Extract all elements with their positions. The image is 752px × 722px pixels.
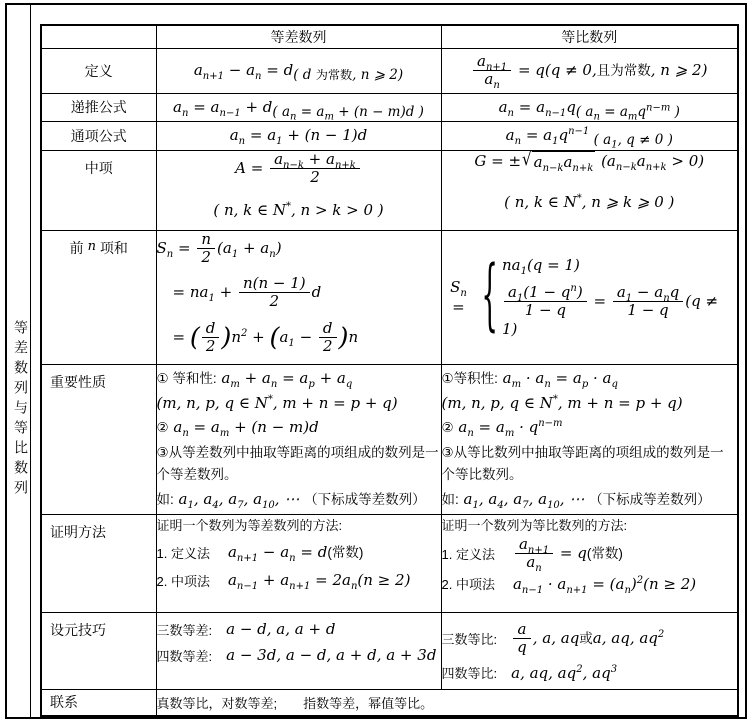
formula: $a_n = a_1 + (n - 1)d$	[229, 126, 368, 148]
label-proof-methods: 证明方法	[41, 515, 156, 613]
setup-arith-cell	[156, 613, 441, 690]
proof-arith-cell	[156, 515, 441, 613]
proof-method-row	[157, 542, 441, 562]
formula-line: A = $\frac{a_{n-k} + a_{n+k}}{2}$	[157, 151, 441, 187]
method-formula: $a_{n-1} + a_{n+1} = 2a_n(n \ge 2)$	[227, 571, 411, 593]
general-term-geo-cell	[441, 121, 738, 150]
middle-term-arith-cell	[156, 150, 441, 230]
middle-term-geo-cell	[441, 150, 738, 230]
row-setup-tricks	[41, 613, 738, 690]
label-setup-tricks: 设元技巧	[41, 613, 156, 690]
formula-line: $S_n$ = $\frac{n}{2}$ $(a_1 + a_n)$	[156, 230, 282, 266]
label-sum-post: 项和	[99, 239, 128, 256]
formula-line: $\frac{a_1(1 - q^n)}{1 - q}$ = $\frac{a_1 - a_nq}{1 - q}$ (q ≠ 1)	[501, 282, 719, 338]
method-formula: $\frac{a_{n+1}}{a_n}$ = q(常数)	[513, 536, 623, 572]
recurrence-arith-cell	[156, 93, 441, 121]
formula: $a_n = a_1q^{n-1}$ ( $a_1$, q ≠ 0 )	[505, 126, 673, 150]
label-definition: 定义	[41, 48, 156, 93]
setup-name: 三数等差:	[156, 622, 213, 638]
piecewise-formula	[442, 252, 738, 343]
definition-geo-cell	[441, 48, 738, 93]
row-link	[41, 690, 738, 716]
properties-arith-cell	[156, 365, 441, 515]
properties-geo-cell	[441, 365, 738, 515]
header-row	[41, 25, 738, 48]
row-recurrence	[41, 93, 738, 121]
method-formula: $a_{n-1} \cdot a_{n+1} = (a_n)^2(n \ge 2)$	[512, 574, 697, 596]
method-name: 1. 定义法	[156, 545, 210, 561]
row-proof-methods	[41, 515, 738, 613]
formula-line: = $na_1$ + $\frac{n(n - 1)}{2}$ d	[172, 274, 322, 311]
setup-row	[442, 663, 738, 683]
setup-name: 三数等比:	[441, 632, 498, 648]
formula-lhs: $S_n$ =	[450, 278, 467, 317]
label-link: 联系	[41, 690, 156, 716]
proof-method-row	[442, 574, 738, 594]
row-general-term	[41, 121, 738, 150]
label-middle-term: 中项	[41, 150, 156, 230]
row-definition	[41, 48, 738, 93]
row-sum	[41, 230, 738, 365]
property-line: ② $a_n = a_m + (n - m)d$	[156, 418, 319, 439]
link-content-cell: 真数等比，对数等差; 指数等差，幂值等比。	[156, 690, 738, 716]
property-line: 如: $a_1$, $a_4$, $a_7$, $a_{10}$, ⋯ （下标成等差数列）	[156, 489, 426, 511]
setup-row	[442, 621, 738, 657]
method-name: 2. 中项法	[156, 573, 210, 589]
property-line: ② $a_n = a_m \cdot q^{n-m}$	[441, 418, 563, 439]
setup-formula: a − d, a, a + d	[226, 620, 336, 638]
formula: $a_n = a_{n-1} + d$( $a_n = a_m + (n - m)d$ )	[173, 97, 424, 121]
label-properties: 重要性质	[41, 365, 156, 515]
property-line: ① 等和性: $a_m + a_n = a_p + a_q$	[156, 369, 353, 390]
label-recurrence: 递推公式	[41, 93, 156, 121]
row-properties	[41, 365, 738, 515]
method-name: 2. 中项法	[441, 577, 495, 593]
formula: $a_n = a_{n-1}q$( $a_n = a_mq^{n-m}$ )	[498, 97, 680, 121]
curly-brace: {	[481, 252, 498, 343]
formula-line: = ( $\frac{d}{2}$ )$n^2 + (a_1$ − $\frac{d}{2}$ )n	[172, 318, 359, 355]
method-name: 1. 定义法	[441, 547, 495, 563]
setup-geo-cell	[441, 613, 738, 690]
property-line: (m, n, p, q ∈ N*, m + n = p + q)	[156, 393, 398, 412]
label-sum-var: n	[87, 238, 96, 254]
setup-row	[157, 619, 441, 639]
case-list	[502, 255, 737, 339]
sum-geo-cell	[441, 230, 738, 365]
formula: $\frac{a_{n+1}}{a_n}$ = q(q ≠ 0,且为常数, n ⩾ 2)	[471, 61, 707, 79]
formula: $a_{n+1} - a_n = d$( d 为常数, n ⩾ 2)	[193, 61, 404, 84]
row-middle-term	[41, 150, 738, 230]
general-term-arith-cell	[156, 121, 441, 150]
header-arithmetic: 等差数列	[156, 25, 441, 48]
label-sum-pre: 前	[69, 239, 84, 256]
header-empty-cell	[41, 25, 156, 48]
property-line: (m, n, p, q ∈ N*, m + n = p + q)	[441, 393, 683, 412]
formula-line: ( n, k ∈ N*, n > k > 0 )	[213, 201, 384, 219]
method-formula: $a_{n+1} - a_n = d$(常数)	[227, 543, 364, 564]
property-line: ①等积性: $a_m \cdot a_n = a_p \cdot a_q$	[441, 369, 618, 390]
proof-method-row	[156, 570, 441, 593]
label-general-term: 通项公式	[41, 121, 156, 150]
header-geometric: 等比数列	[441, 25, 738, 48]
recurrence-geo-cell	[441, 93, 738, 121]
sequence-comparison-table	[40, 24, 739, 717]
formula-line: $na_1(q = 1)$	[501, 256, 580, 278]
definition-arith-cell	[156, 48, 441, 93]
label-sum	[41, 230, 156, 365]
setup-formula: a, aq, $aq^2$, $aq^3$	[511, 663, 618, 682]
proof-method-row	[441, 535, 738, 575]
setup-formula: a − 3d, a − d, a + d, a + 3d	[226, 646, 437, 665]
setup-name: 四数等比:	[441, 666, 498, 682]
proof-intro: 证明一个数列为等比数列的方法:	[441, 518, 628, 533]
proof-intro: 证明一个数列为等差数列的方法:	[156, 518, 343, 533]
property-line: ③从等比数列中抽取等距离的项组成的数列是一个等比数列。	[441, 444, 724, 482]
sum-arith-cell	[156, 230, 441, 365]
formula-line: G = ± √ $a_{n-k}a_{n+k}$ $(a_{n-k}a_{n+k} > 0)$	[474, 150, 705, 174]
formula-line: ( n, k ∈ N*, n ⩾ k ⩾ 0 )	[504, 192, 675, 211]
property-line: ③从等差数列中抽取等距离的项组成的数列是一个等差数列。	[156, 444, 439, 482]
side-vertical-title: 等差数列与等比数列	[13, 320, 29, 500]
setup-formula: $\frac{a}{q}$ , a, aq或a, aq, $aq^2$	[511, 621, 664, 657]
setup-row	[157, 645, 441, 665]
setup-name: 四数等差:	[156, 648, 213, 664]
property-line: 如: $a_1$, $a_4$, $a_7$, $a_{10}$, ⋯ （下标成等差数列）	[441, 489, 711, 511]
proof-geo-cell	[441, 515, 738, 613]
